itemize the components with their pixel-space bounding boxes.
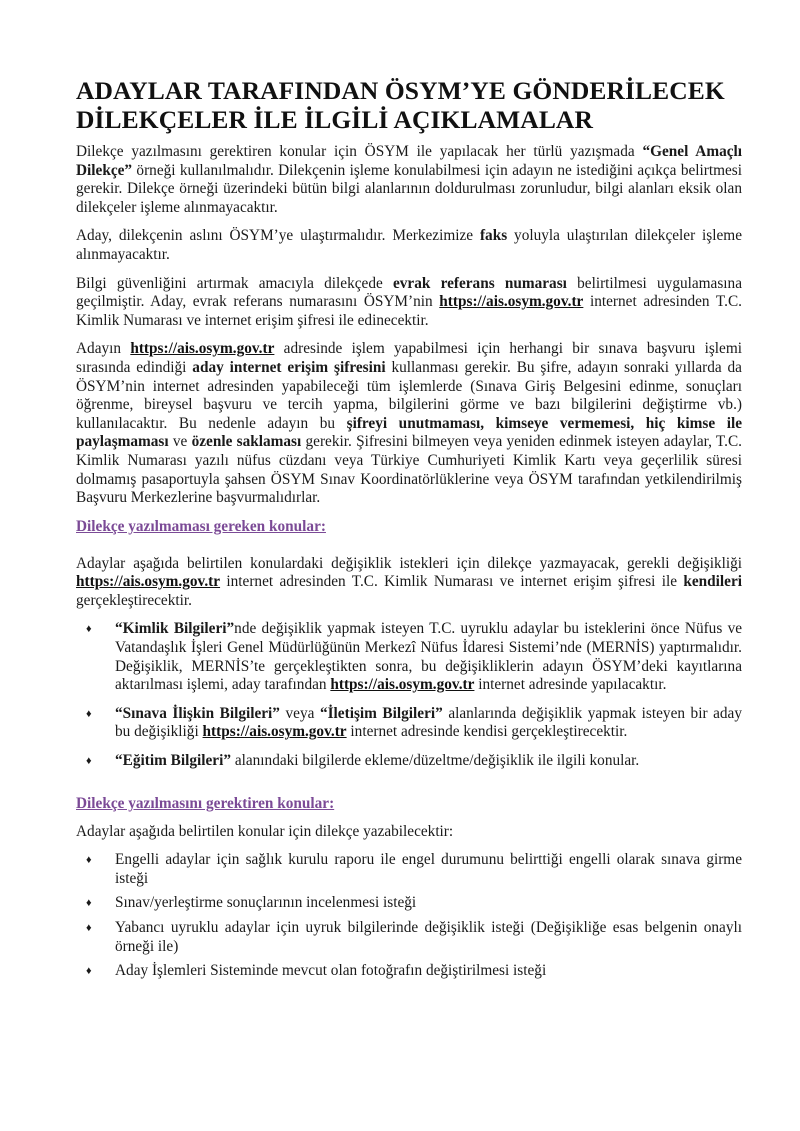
- list-item: [76, 705, 742, 742]
- paragraph-access-password: [76, 340, 742, 507]
- text: internet adresinden T.C. Kimlik Numarası ve internet erişim şifresi ile: [220, 573, 684, 591]
- bold-text: “Sınava İlişkin Bilgileri”: [115, 704, 280, 722]
- text: Sınav/yerleştirme sonuçlarının incelenmesi isteği: [115, 894, 417, 912]
- text: internet adresinde kendisi gerçekleştirecektir.: [346, 723, 628, 741]
- text: Aday, dilekçenin aslını ÖSYM’ye ulaştırmalıdır. Merkezimize: [76, 227, 480, 245]
- ais-link[interactable]: https://ais.osym.gov.tr: [130, 340, 275, 358]
- text: Engelli adaylar için sağlık kurulu raporu ile engel durumunu belirttiği engelli olarak sınava girme isteği: [115, 851, 742, 887]
- section1-intro: [76, 555, 742, 611]
- list-item: [76, 851, 742, 888]
- text: internet adresinden T.C. Kimlik Numarası ve internet erişim şifresi ile edinecektir.: [76, 293, 742, 329]
- paragraph-reference-number: [76, 275, 742, 331]
- ais-link[interactable]: https://ais.osym.gov.tr: [330, 676, 475, 694]
- diamond-bullet-icon: ♦: [86, 965, 92, 978]
- required-list: [76, 851, 742, 981]
- spacer: [76, 781, 742, 795]
- list-item: [76, 919, 742, 956]
- diamond-bullet-icon: ♦: [86, 623, 92, 636]
- diamond-bullet-icon: ♦: [86, 755, 92, 768]
- paragraph-general-petition: [76, 143, 742, 217]
- text: Adayın: [76, 340, 131, 358]
- document-title: [76, 76, 742, 134]
- text: internet adresinde yapılacaktır.: [474, 676, 667, 694]
- text: Dilekçe yazılmasını gerektiren konular için ÖSYM ile yapılacak her türlü yazışmada: [76, 143, 643, 160]
- text: belirtilmesi uygulamasına geçilmiştir. Aday, evrak referans numarasını ÖSYM’nin: [76, 274, 742, 311]
- text: nde değişiklik yapmak isteyen T.C. uyruklu adaylar bu isteklerini önce Nüfus ve Vatandaşlık İşleri Genel Müdürlüğünün Merkezî Nüfus İdaresi Sistemi’nde (MERNİS) yaptırmalıdır. Değişiklik, MERNİS’te gerçekleştikten sonra, bu değişikliklerin adayın ÖSYM’deki kayıtlarına aktarılması işlemi, aday tarafından: [115, 620, 743, 694]
- diamond-bullet-icon: ♦: [86, 922, 92, 934]
- bold-text: “Genel Amaçlı Dilekçe”: [76, 143, 743, 179]
- text: kullanması gerekir. Bu şifre, adayın sonraki yıllarda da ÖSYM’nin internet adresinden yapabileceği tüm işlemlerde (Sınava Giriş Belgesini edinme, sonuçları öğrenme, bireysel başvuru ve tercih yapma, bilgilerini görme ve bazı bilgilerini değiştirme vb.) kullanılacaktır. Bu nedenle adayın bu: [76, 358, 742, 432]
- ais-link[interactable]: https://ais.osym.gov.tr: [439, 293, 584, 311]
- section2-intro: Adaylar aşağıda belirtilen konular için dilekçe yazabilecektir:: [76, 822, 454, 840]
- bold-text: faks: [479, 227, 508, 245]
- text: gerekir. Şifresini bilmeyen veya yeniden edinmek isteyen adaylar, T.C. Kimlik Numarası yazılı nüfus cüzdanı veya Türkiye Cumhuriyeti Kimlik Kartı veya geçerlilik süresi dolmamış pasaportuyla şahsen ÖSYM Sınav Koordinatörlüklerine veya ÖSYM tarafından yetkilendirilmiş Başvuru Merkezlerine başvurmalıdırlar.: [76, 433, 742, 507]
- diamond-bullet-icon: ♦: [86, 707, 92, 720]
- bold-text: evrak referans numarası: [392, 274, 567, 292]
- title-line-1: ADAYLAR TARAFINDAN ÖSYM’YE GÖNDERİLECEK: [76, 76, 725, 105]
- bold-text: “Eğitim Bilgileri”: [115, 752, 231, 770]
- diamond-bullet-icon: ♦: [86, 897, 92, 910]
- bold-text: “Kimlik Bilgileri”: [115, 620, 235, 638]
- list-item: [76, 620, 742, 694]
- text: Adaylar aşağıda belirtilen konulardaki değişiklik istekleri için dilekçe yazmayacak, gerekli değişikliği: [76, 554, 742, 572]
- text: ve: [168, 433, 192, 451]
- text: veya: [279, 704, 320, 722]
- text: alanlarında değişiklik yapmak isteyen bir aday bu değişikliği: [115, 704, 742, 741]
- diamond-bullet-icon: ♦: [86, 854, 92, 867]
- text: örneği kullanılmalıdır. Dilekçenin işleme konulabilmesi için adayın ne istediğini açıkça belirtmesi gerekir. Dilekçe örneği üzerindeki bütün bilgi alanlarının doldurulması zorunludur, bilgi alanları eksik olan dilekçeler işleme alınmayacaktır.: [76, 161, 742, 216]
- bold-text: “İletişim Bilgileri”: [319, 704, 443, 722]
- text: adresinde işlem yapabilmesi için herhangi bir sınava başvuru işlemi sırasında edindiği: [76, 340, 742, 376]
- text: gerçekleştirecektir.: [76, 591, 192, 609]
- ais-link[interactable]: https://ais.osym.gov.tr: [202, 723, 347, 741]
- not-required-list: [76, 620, 742, 770]
- ais-link[interactable]: https://ais.osym.gov.tr: [76, 573, 221, 591]
- paragraph-original-copy: [76, 227, 742, 264]
- text: Yabancı uyruklu adaylar için uyruk bilgilerinde değişiklik isteği (Değişikliğe esas belgenin onaylı örneği ile): [115, 919, 742, 955]
- section-heading-not-required: Dilekçe yazılmaması gereken konular:: [76, 517, 326, 535]
- list-item: [76, 752, 742, 771]
- text: yoluyla ulaştırılan dilekçeler işleme alınmayacaktır.: [76, 227, 742, 263]
- text: Aday İşlemleri Sisteminde mevcut olan fotoğrafın değiştirilmesi isteği: [115, 962, 547, 980]
- bold-text: özenle saklaması: [191, 433, 302, 451]
- bold-text: kendileri: [683, 573, 742, 591]
- list-item: [76, 894, 742, 913]
- title-line-2: DİLEKÇELER İLE İLGİLİ AÇIKLAMALAR: [76, 105, 593, 134]
- section-heading-required: Dilekçe yazılmasını gerektiren konular:: [76, 794, 335, 812]
- text: alanındaki bilgilerde ekleme/düzeltme/değişiklik ile ilgili konular.: [231, 752, 640, 770]
- bold-text: şifreyi unutmaması, kimseye vermemesi, hiç kimse ile paylaşmaması: [76, 414, 742, 451]
- bold-text: aday internet erişim şifresini: [192, 358, 386, 376]
- list-item: [76, 962, 742, 981]
- text: Bilgi güvenliğini artırmak amacıyla dilekçede: [76, 274, 393, 292]
- document-page: [76, 76, 742, 987]
